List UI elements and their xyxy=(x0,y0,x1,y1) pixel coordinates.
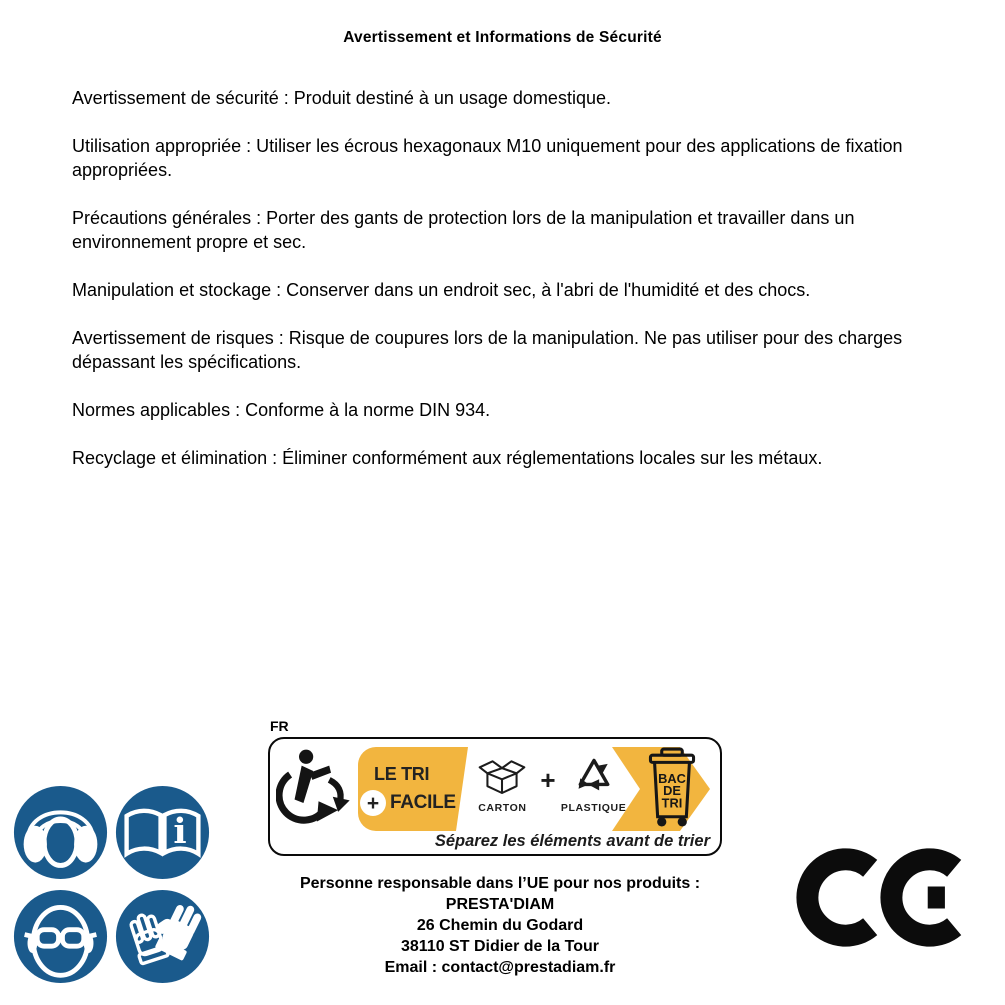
ce-marking-glyphs xyxy=(796,845,964,950)
responsible-city: 38110 ST Didier de la Tour xyxy=(401,938,599,955)
materials-zone xyxy=(460,751,636,831)
wear-ear-protection-icon xyxy=(12,784,109,881)
material-plastique xyxy=(560,751,628,814)
material-label-plastique: PLASTIQUE xyxy=(560,802,627,814)
paragraph-safety-warning: Avertissement de sécurité : Produit destiné à un usage domestique. xyxy=(72,88,611,108)
paragraph-standards: Normes applicables : Conforme à la norme DIN 934. xyxy=(72,400,491,420)
paragraph-recycling: Recyclage et élimination : Éliminer conformément aux réglementations locales sur les métaux. xyxy=(72,448,823,468)
info-glyph: i xyxy=(173,811,187,853)
page-title: Avertissement et Informations de Sécurité xyxy=(343,29,662,46)
wear-protective-gloves-icon xyxy=(114,888,211,985)
paragraph-general-precautions: Précautions générales : Porter des gants de protection lors de la manipulation et travailler dans un environnement propre et sec. xyxy=(72,208,855,252)
material-label-carton: CARTON xyxy=(478,802,527,814)
paragraph-risk-warning: Avertissement de risques : Risque de coupures lors de la manipulation. Ne pas utiliser pour des charges dépassant les spécifications. xyxy=(72,328,903,372)
mandatory-safety-icons xyxy=(12,784,211,985)
plus-badge: + xyxy=(360,790,386,816)
bin-text-line3: TRI xyxy=(661,795,683,811)
bac-de-tri-bin-icon xyxy=(648,747,696,827)
responsible-intro: Personne responsable dans l’UE pour nos produits : xyxy=(299,875,701,892)
bin-text-line2: DE xyxy=(663,783,681,799)
responsible-email: Email : contact@prestadiam.fr xyxy=(384,959,616,976)
headline-le-tri: LE TRI xyxy=(374,764,430,784)
bin-text-line1: BAC xyxy=(658,770,686,786)
headline-facile: FACILE xyxy=(390,792,456,813)
triman-icon xyxy=(276,747,354,827)
responsible-company: PRESTA'DIAM xyxy=(445,896,555,913)
carton-box-icon xyxy=(478,751,526,799)
sorting-tagline: Séparez les éléments avant de trier xyxy=(434,832,710,850)
plastic-recycling-icon xyxy=(570,751,618,799)
ce-marking xyxy=(796,845,964,950)
responsible-street: 26 Chemin du Godard xyxy=(416,917,584,934)
info-tri-recycling-label xyxy=(268,737,722,856)
country-code-label: FR xyxy=(270,718,289,734)
material-carton xyxy=(468,751,536,814)
responsible-person-block xyxy=(230,873,770,978)
wear-eye-protection-icon xyxy=(12,888,109,985)
paragraph-appropriate-use: Utilisation appropriée : Utiliser les écrous hexagonaux M10 uniquement pour des applications de fixation appropriées. xyxy=(72,136,903,180)
le-tri-facile-headline xyxy=(360,764,472,816)
read-instruction-manual-icon xyxy=(114,784,211,881)
paragraph-handling-storage: Manipulation et stockage : Conserver dans un endroit sec, à l'abri de l'humidité et des chocs. xyxy=(72,280,811,300)
materials-plus-sign: + xyxy=(540,765,556,795)
safety-paragraphs xyxy=(72,86,932,494)
